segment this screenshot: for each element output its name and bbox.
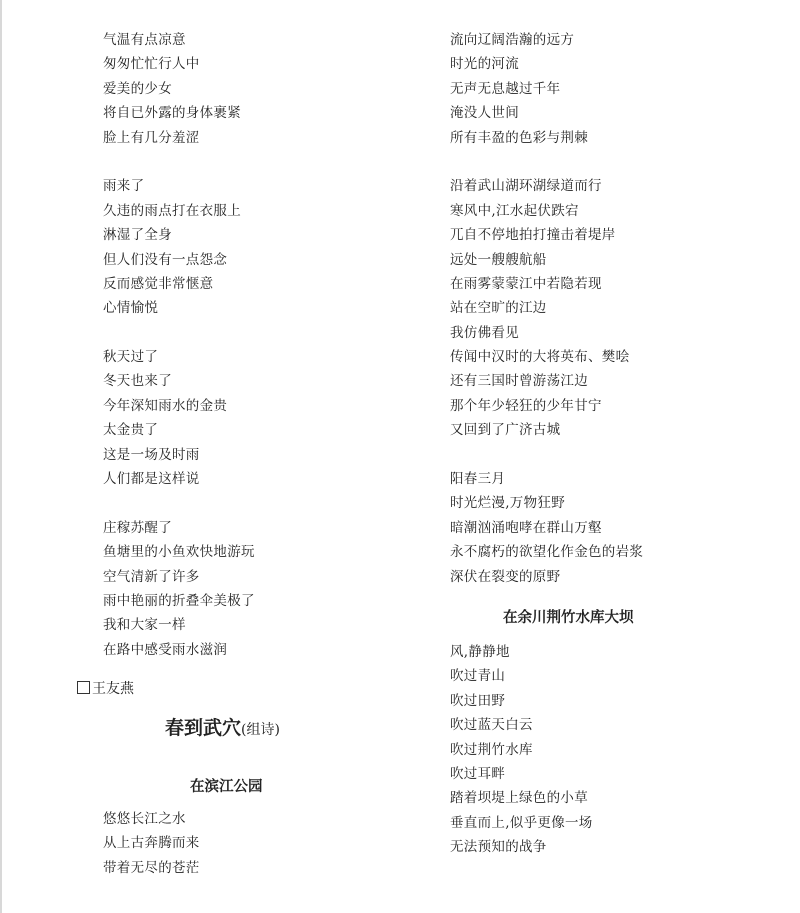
title-main: 春到武穴 — [165, 717, 242, 739]
page-edge-line — [0, 0, 2, 913]
poem-line: 空气清新了许多 — [103, 568, 200, 585]
poem-line: 无法预知的战争 — [450, 839, 547, 856]
poem-line: 但人们没有一点怨念 — [103, 251, 228, 268]
poem-line: 吹过蓝天白云 — [450, 717, 533, 734]
author-name: 王友燕 — [92, 681, 134, 697]
poem-line: 传闻中汉时的大将英布、樊哙 — [450, 349, 630, 366]
poem-line: 垂直而上,似乎更像一场 — [450, 814, 593, 831]
poem-line: 那个年少轻狂的少年甘宁 — [450, 397, 602, 414]
stanza-gap — [450, 443, 770, 467]
poem-line: 久违的雨点打在衣服上 — [103, 202, 241, 219]
author-line — [77, 677, 134, 701]
poem-line: 我和大家一样 — [103, 617, 186, 634]
title-sub: (组诗) — [241, 722, 280, 738]
poem-line: 我仿佛看见 — [450, 324, 519, 341]
poem-line: 吹过青山 — [450, 668, 506, 685]
poem-line: 心情愉悦 — [103, 300, 159, 317]
stanza-gap — [103, 491, 423, 515]
poem-line: 兀自不停地拍打撞击着堤岸 — [450, 227, 616, 244]
poem-line: 太金贵了 — [103, 422, 159, 439]
poem-line: 又回到了广济古城 — [450, 422, 561, 439]
poem-line: 暗潮汹涌咆哮在群山万壑 — [450, 519, 602, 536]
poem-line: 雨中艳丽的折叠伞美极了 — [103, 592, 255, 609]
poem-line: 庄稼苏醒了 — [103, 519, 172, 536]
poem-line: 气温有点凉意 — [103, 32, 186, 48]
poem-line: 深伏在裂变的原野 — [450, 568, 561, 585]
stanza-gap — [103, 321, 423, 345]
poem-line: 远处一艘艘航船 — [450, 251, 547, 268]
poem-line: 从上古奔腾而来 — [103, 835, 200, 852]
poem-line: 脸上有几分羞涩 — [103, 129, 200, 146]
left-column-poem — [103, 28, 423, 662]
poem-line: 阳春三月 — [450, 471, 506, 488]
poem-line: 冬天也来了 — [103, 373, 172, 390]
poem-line: 带着无尽的苍茫 — [103, 859, 200, 876]
author-box-mark — [77, 681, 90, 694]
stanza-gap — [103, 150, 423, 174]
poem-line: 所有丰盈的色彩与荆棘 — [450, 129, 588, 146]
poem-line: 爱美的少女 — [103, 80, 172, 97]
poem-line: 吹过耳畔 — [450, 765, 506, 782]
poem-line: 淋湿了全身 — [103, 227, 172, 244]
poem-line: 吹过荆竹水库 — [450, 741, 533, 758]
poem-line: 踏着坝堤上绿色的小草 — [450, 790, 588, 807]
poem-line: 时光的河流 — [450, 56, 519, 73]
poem-line: 鱼塘里的小鱼欢快地游玩 — [103, 544, 255, 561]
poem-line: 沿着武山湖环湖绿道而行 — [450, 178, 602, 195]
poem-line: 人们都是这样说 — [103, 471, 200, 488]
section-title-binjiang: 在滨江公园 — [190, 779, 263, 795]
poem-line: 无声无息越过千年 — [450, 80, 561, 97]
poem-line: 将自已外露的身体裹紧 — [103, 105, 241, 122]
stanza-gap — [450, 150, 770, 174]
poem-line: 今年深知雨水的金贵 — [103, 397, 228, 414]
section-binjiang-poem — [103, 807, 200, 880]
poem-line: 悠悠长江之水 — [103, 811, 186, 827]
poem-line: 在路中感受雨水滋润 — [103, 641, 228, 658]
poem-collection-title — [165, 714, 280, 744]
poem-line: 反而感觉非常惬意 — [103, 275, 214, 292]
poem-line: 站在空旷的江边 — [450, 300, 547, 317]
poem-line: 还有三国时曾游荡江边 — [450, 373, 588, 390]
poem-line: 风,静静地 — [450, 644, 510, 660]
poem-line: 匆匆忙忙行人中 — [103, 56, 200, 73]
right-column-poem — [450, 28, 770, 589]
poem-line: 秋天过了 — [103, 349, 159, 366]
poem-line: 在雨雾蒙蒙江中若隐若现 — [450, 275, 602, 292]
poem-line: 雨来了 — [103, 178, 145, 195]
poem-line: 这是一场及时雨 — [103, 446, 200, 463]
section-jingzhu-poem — [450, 640, 593, 860]
poem-line: 永不腐朽的欲望化作金色的岩浆 — [450, 544, 644, 561]
section-title-jingzhu: 在余川荆竹水库大坝 — [503, 610, 634, 626]
poem-line: 时光烂漫,万物狂野 — [450, 495, 565, 512]
poem-line: 寒风中,江水起伏跌宕 — [450, 202, 579, 219]
poem-line: 流向辽阔浩瀚的远方 — [450, 32, 575, 48]
poem-line: 淹没人世间 — [450, 105, 519, 122]
poem-line: 吹过田野 — [450, 692, 506, 709]
